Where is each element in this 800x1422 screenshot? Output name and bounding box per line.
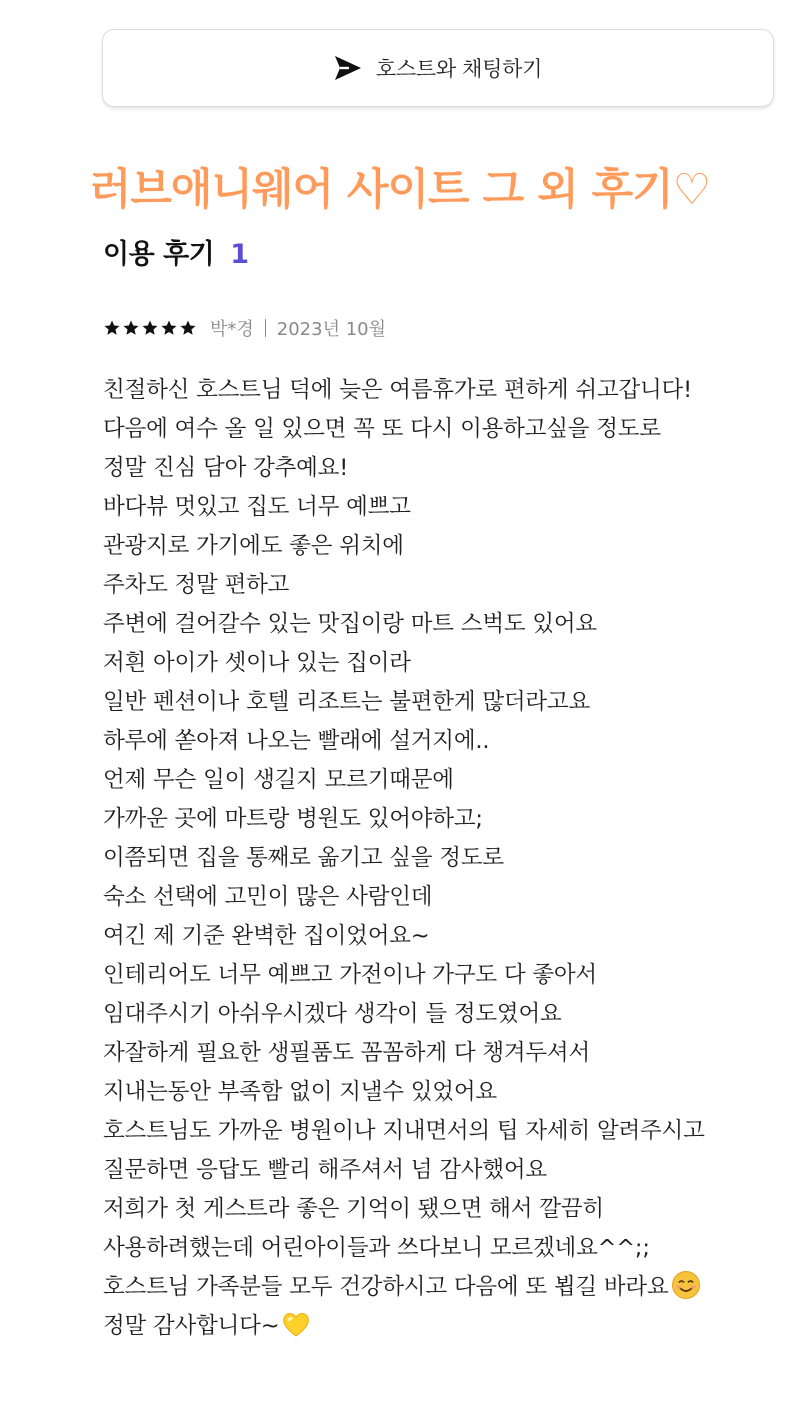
star-icon <box>103 319 121 337</box>
star-icon <box>141 319 159 337</box>
review-line <box>103 995 793 1034</box>
smiling-face-emoji-icon <box>671 1270 701 1300</box>
review-line <box>103 410 793 449</box>
reviews-count: 1 <box>230 239 249 270</box>
review-meta <box>103 315 386 341</box>
review-line <box>103 1190 793 1229</box>
review-line-text: 주차도 정말 편하고 <box>103 572 290 598</box>
review-line-text: 일반 펜션이나 호텔 리조트는 불편한게 많더라고요 <box>103 689 590 715</box>
review-line <box>103 800 793 839</box>
banner-title: 러브애니웨어 사이트 그 외 후기♡ <box>89 165 711 215</box>
review-line <box>103 1307 793 1346</box>
review-line <box>103 722 793 761</box>
review-line-text: 정말 진심 담아 강추예요! <box>103 455 349 481</box>
review-line <box>103 605 793 644</box>
review-line-text: 자잘하게 필요한 생필품도 꼼꼼하게 다 챙겨두셔서 <box>103 1040 590 1066</box>
reviews-title: 이용 후기 <box>103 239 215 270</box>
review-line-text: 친절하신 호스트님 덕에 늦은 여름휴가로 편하게 쉬고갑니다! <box>103 377 692 403</box>
review-line-text: 이쯤되면 집을 통째로 옮기고 싶을 정도로 <box>103 845 504 871</box>
review-line-text: 사용하려했는데 어린아이들과 쓰다보니 모르겠네요^^;; <box>103 1235 650 1261</box>
review-line-text: 가까운 곳에 마트랑 병원도 있어야하고; <box>103 806 483 832</box>
chat-with-host-button[interactable] <box>102 29 774 107</box>
review-line-text: 저흰 아이가 셋이나 있는 집이라 <box>103 650 411 676</box>
review-date: 2023년 10월 <box>276 319 386 340</box>
review-line <box>103 839 793 878</box>
yellow-heart-emoji-icon <box>281 1309 311 1339</box>
review-line <box>103 1151 793 1190</box>
send-icon <box>334 55 362 81</box>
review-line-text: 호스트님도 가까운 병원이나 지내면서의 팁 자세히 알려주시고 <box>103 1118 705 1144</box>
review-line <box>103 488 793 527</box>
review-line <box>103 956 793 995</box>
review-line-text: 숙소 선택에 고민이 많은 사람인데 <box>103 884 433 910</box>
review-line-text: 지내는동안 부족함 없이 지낼수 있었어요 <box>103 1079 497 1105</box>
review-line-text: 관광지로 가기에도 좋은 위치에 <box>103 533 404 559</box>
review-line <box>103 761 793 800</box>
review-line <box>103 371 793 410</box>
review-line <box>103 1112 793 1151</box>
review-line-text: 임대주시기 아쉬우시겠다 생각이 들 정도였어요 <box>103 1001 562 1027</box>
review-line-text: 여긴 제 기준 완벽한 집이었어요~ <box>103 923 430 949</box>
chat-button-label: 호스트와 채팅하기 <box>375 57 543 81</box>
review-line-text: 호스트님 가족분들 모두 건강하시고 다음에 또 뵙길 바라요 <box>103 1274 669 1300</box>
review-text <box>103 371 793 1346</box>
reviews-heading <box>103 232 249 271</box>
star-icon <box>160 319 178 337</box>
review-line <box>103 644 793 683</box>
review-line-text: 저희가 첫 게스트라 좋은 기억이 됐으면 해서 깔끔히 <box>103 1196 604 1222</box>
review-line-text: 언제 무슨 일이 생길지 모르기때문에 <box>103 767 454 793</box>
review-line <box>103 683 793 722</box>
review-line <box>103 1268 793 1307</box>
review-line <box>103 566 793 605</box>
review-line <box>103 878 793 917</box>
review-author: 박*경 <box>210 319 254 340</box>
review-line-text: 정말 감사합니다~ <box>103 1313 280 1339</box>
review-line-text: 주변에 걸어갈수 있는 맛집이랑 마트 스벅도 있어요 <box>103 611 597 637</box>
review-line-text: 인테리어도 너무 예쁘고 가전이나 가구도 다 좋아서 <box>103 962 597 988</box>
review-line-text: 다음에 여수 올 일 있으면 꼭 또 다시 이용하고싶을 정도로 <box>103 416 661 442</box>
review-line <box>103 449 793 488</box>
review-line <box>103 917 793 956</box>
star-icon <box>122 319 140 337</box>
star-rating <box>103 319 198 337</box>
review-line <box>103 1034 793 1073</box>
review-line <box>103 1229 793 1268</box>
star-icon <box>179 319 197 337</box>
review-line <box>103 527 793 566</box>
review-line <box>103 1073 793 1112</box>
review-line-text: 하루에 쏟아져 나오는 빨래에 설거지에.. <box>103 728 490 754</box>
meta-divider <box>265 319 266 337</box>
review-line-text: 질문하면 응답도 빨리 해주셔서 넘 감사했어요 <box>103 1157 547 1183</box>
review-line-text: 바다뷰 멋있고 집도 너무 예쁘고 <box>103 494 411 520</box>
